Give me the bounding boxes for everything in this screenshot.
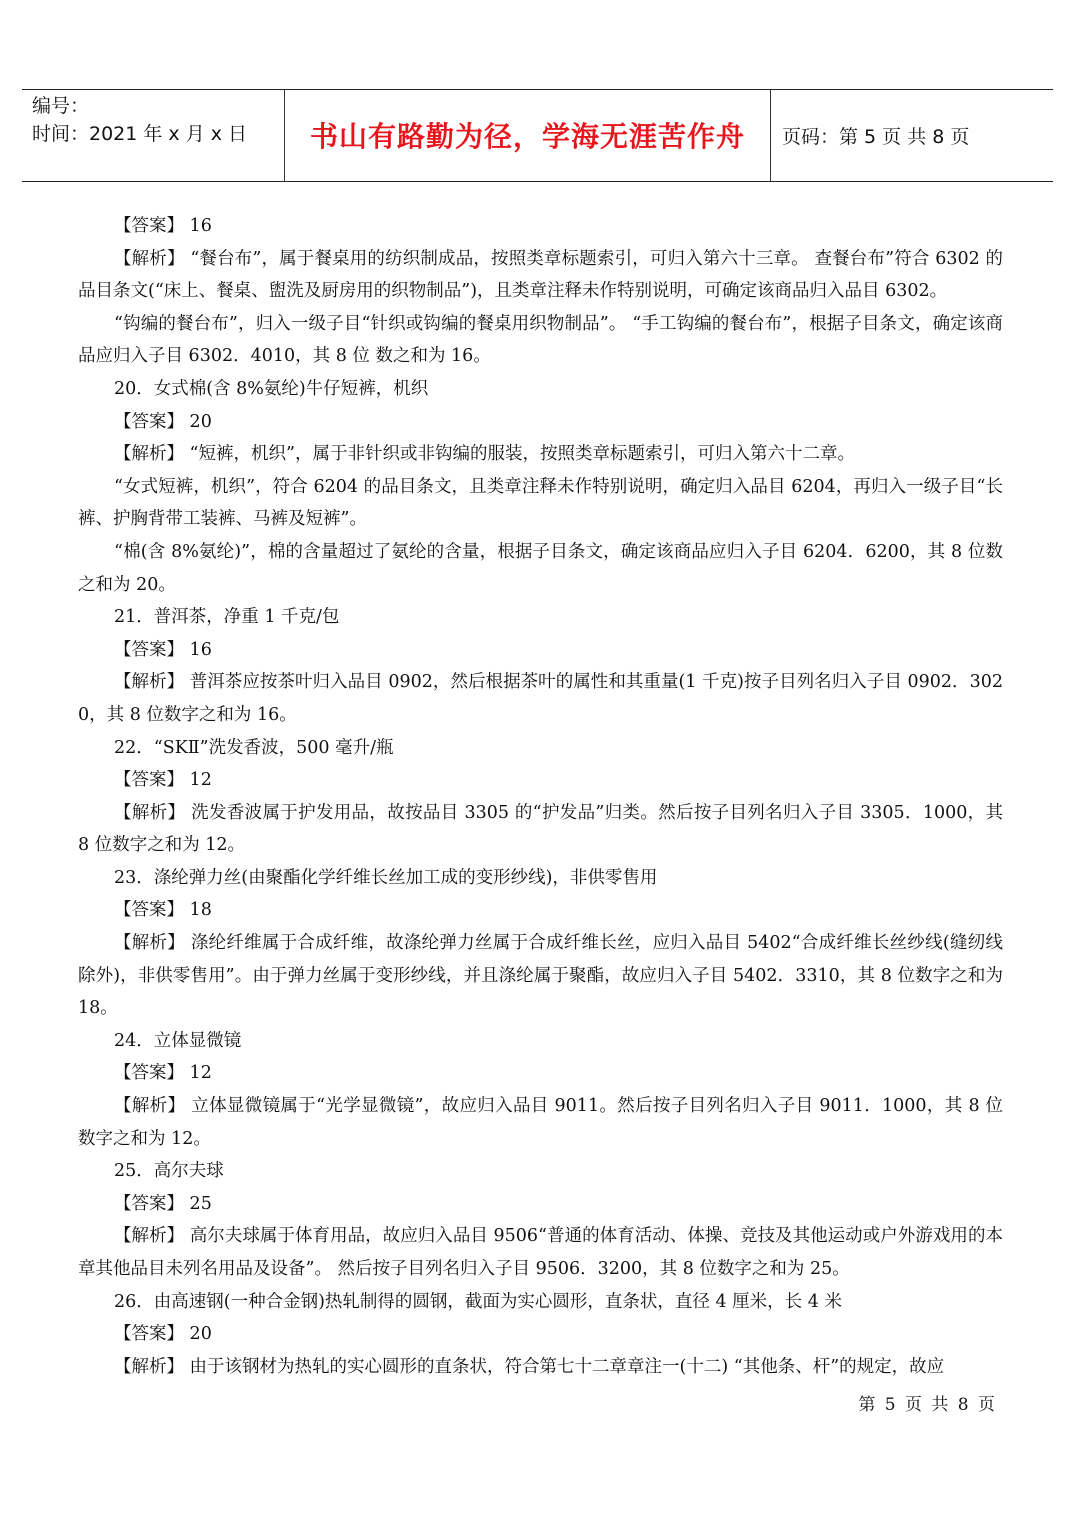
paragraph: 【解析】 立体显微镜属于“光学显微镜”，故应归入品目 9011。然后按子目列名归入子目 9011．1000，其 8 位数字之和为 12。 <box>78 1096 1003 1149</box>
paragraph: “女式短裤，机织”，符合 6204 的品目条文，且类章注释未作特别说明，确定归入品目 6204，再归入一级子目“长裤、护胸背带工装裤、马裤及短裤”。 <box>78 476 1003 530</box>
paragraph: “钩编的餐台布”，归入一级子目“针织或钩编的餐桌用织物制品”。 “手工钩编的餐台布”，根据子目条文，确定该商品应归入子目 6302．4010，其 8 位 数之和为 16。 <box>78 313 1003 367</box>
paragraph: 【答案】 20 <box>114 411 212 432</box>
page-footer: 第 5 页 共 8 页 <box>858 1395 997 1415</box>
paragraph: 20．女式棉(含 8%氨纶)牛仔短裤，机织 <box>114 378 429 399</box>
paragraph: 【解析】 “餐台布”，属于餐桌用的纺织制成品，按照类章标题索引，可归入第六十三章。 查餐台布”符合 6302 的品目条文(“床上、餐桌、盥洗及厨房用的织物制品”)，且类章注释未作特别说明，可确定该商品归入品目 6302。 <box>78 248 1003 302</box>
header-time-label: 时间：2021 年 x 月 x 日 <box>32 123 248 145</box>
header-number-label: 编号： <box>32 95 90 117</box>
paragraph: 【答案】 16 <box>114 639 212 660</box>
paragraph: “棉(含 8%氨纶)”，棉的含量超过了氨纶的含量，根据子目条文，确定该商品应归入子目 6204．6200，其 8 位数之和为 20。 <box>78 541 1003 595</box>
paragraph: 22．“SKⅡ”洗发香波，500 毫升/瓶 <box>114 737 394 758</box>
header-divider <box>770 90 771 181</box>
paragraph: 【答案】 20 <box>114 1324 212 1345</box>
document-body <box>78 210 1003 1383</box>
paragraph: 【答案】 16 <box>114 216 212 236</box>
paragraph: 25．高尔夫球 <box>114 1161 224 1182</box>
header-meta <box>32 92 292 148</box>
paragraph: 【答案】 12 <box>114 770 212 791</box>
paragraph: 【解析】 普洱茶应按茶叶归入品目 0902，然后根据茶叶的属性和其重量(1 千克)按子目列名归入子目 0902．3020，其 8 位数字之和为 16。 <box>78 672 1003 725</box>
paragraph: 【解析】 高尔夫球属于体育用品，故应归入品目 9506“普通的体育活动、体操、竞技及其他运动或户外游戏用的本章其他品目未列名用品及设备”。 然后按子目列名归入子目 9506．3200，其 8 位数字之和为 25。 <box>78 1226 1003 1279</box>
header-page-label: 页码：第 5 页 共 8 页 <box>782 125 970 148</box>
paragraph: 23．涤纶弹力丝(由聚酯化学纤维长丝加工成的变形纱线)，非供零售用 <box>114 867 658 888</box>
page-header <box>22 89 1053 182</box>
paragraph: 【解析】 “短裤，机织”，属于非针织或非钩编的服装，按照类章标题索引，可归入第六十二章。 <box>114 444 855 465</box>
paragraph: 【解析】 由于该钢材为热轧的实心圆形的直条状，符合第七十二章章注一(十二) “其他条、杆”的规定，故应 <box>114 1356 945 1377</box>
paragraph: 【解析】 涤纶纤维属于合成纤维，故涤纶弹力丝属于合成纤维长丝，应归入品目 5402“合成纤维长丝纱线(缝纫线除外)，非供零售用”。由于弹力丝属于变形纱线，并且涤纶属于聚酯，故应归入子目 5402．3310，其 8 位数字之和为 18。 <box>78 933 1003 1019</box>
paragraph: 24．立体显微镜 <box>114 1030 242 1051</box>
paragraph: 【答案】 25 <box>114 1193 212 1214</box>
paragraph: 【答案】 18 <box>114 900 212 921</box>
paragraph: 【答案】 12 <box>114 1063 212 1084</box>
paragraph: 【解析】 洗发香波属于护发用品，故按品目 3305 的“护发品”归类。然后按子目列名归入子目 3305．1000，其 8 位数字之和为 12。 <box>78 802 1003 856</box>
paragraph: 26．由高速钢(一种合金钢)热轧制得的圆钢，截面为实心圆形，直条状，直径 4 厘米，长 4 米 <box>114 1291 842 1312</box>
paragraph: 21．普洱茶，净重 1 千克/包 <box>114 607 340 628</box>
header-motto: 书山有路勤为径，学海无涯苦作舟 <box>309 120 745 153</box>
